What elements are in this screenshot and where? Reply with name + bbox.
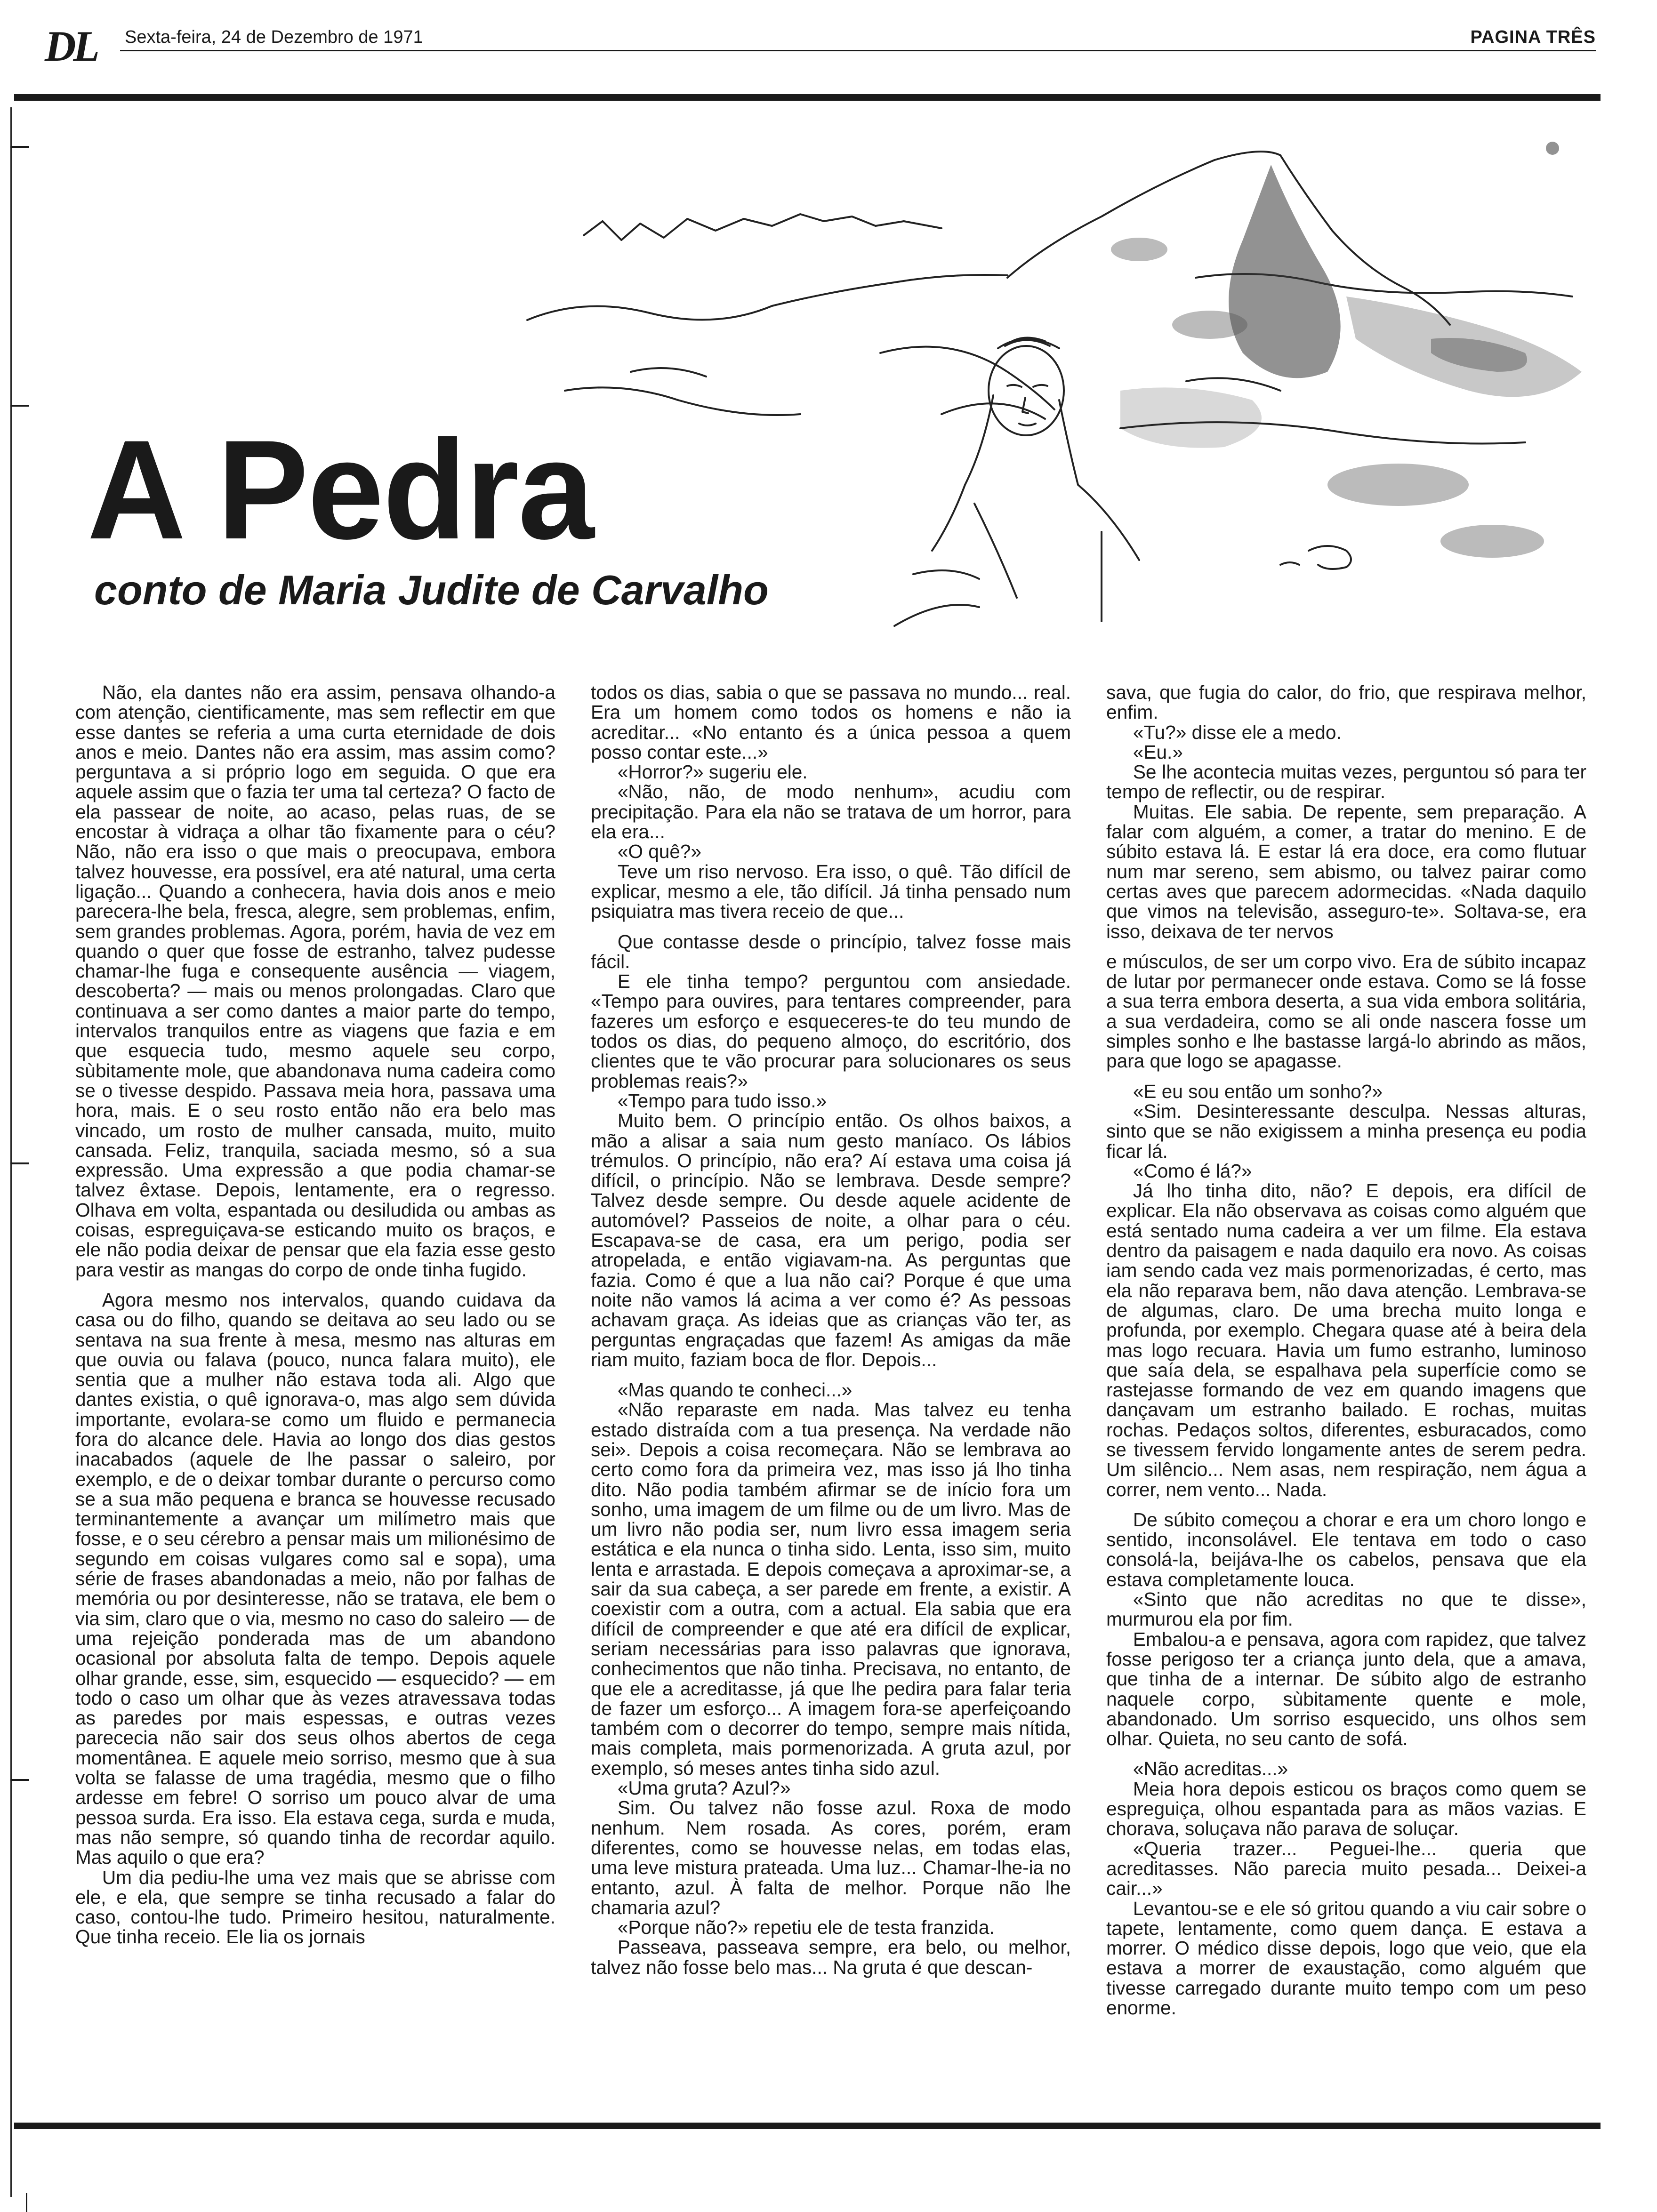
paragraph: Que contasse desde o princípio, talvez fosse mais fácil.	[591, 930, 1071, 972]
paragraph: todos os dias, sabia o que se passava no mundo... real. Era um homem como todos os homens e não ia acreditar... «No entanto és a única pessoa a quem posso contar este...»	[591, 682, 1071, 763]
paragraph: Um dia pediu-lhe uma vez mais que se abrisse com ele, e ela, que sempre se tinha recusado a falar do caso, contou-lhe tudo. Primeiro hesitou, naturalmente. Que tinha receio. Ele lia os jornais	[75, 1866, 555, 1948]
margin-tick	[10, 146, 29, 148]
margin-tick	[10, 405, 29, 407]
bottom-margin-mark	[26, 2193, 27, 2212]
paragraph: E ele tinha tempo? perguntou com ansiedade. «Tempo para ouvires, para tentares compreender, para fazeres um esforço e esqueceres-te do teu mundo de todos os dias, do pequeno almoço, do escritório, dos clientes que te vão procurar para solucionares os seus problemas reais?»	[591, 970, 1071, 1092]
paragraph: sava, que fugia do calor, do frio, que respirava melhor, enfim.	[1106, 682, 1586, 723]
paragraph: Já lho tinha dito, não? E depois, era difícil de explicar. Ela não observava as coisas como alguém que está sentado numa cadeira a ver um filme. Ela estava dentro da paisagem e nada daquilo era novo. As coisas iam sendo cada vez mais pormenorizadas, é certo, mas ela não reparava bem, não dava atenção. Lembrava-se de algumas, claro. De uma brecha muito longa e profunda, por exemplo. Chegara quase até à beira dela mas logo recuara. Havia um fumo estranho, luminoso que saía dela, se espalhava pela superfície como se rastejasse formando de vez em quando imagens que dançavam um estranho bailado. E rochas, muitas rochas. Pedaços soltos, diferentes, esburacados, como se tivessem fervido longamente antes de serem pedra. Um silêncio... Nem asas, nem respiração, nem água a correr, nem vento... Nada.	[1106, 1180, 1586, 1500]
top-rule	[14, 94, 1601, 101]
header-rule	[120, 50, 1596, 51]
paragraph: Muito bem. O princípio então. Os olhos baixos, a mão a alisar a saia num gesto maníaco. Os lábios trémulos. O princípio, não era? Aí estava uma coisa já difícil, o princípio. Não se lembrava. Desde sempre? Talvez desde sempre. Ou desde aquele acidente de automóvel? Passeios de noite, a olhar para o céu. Escapava-se de casa, era um perigo, podia ser atropelada, e então vigiavam-na. As perguntas que fazia. Como é que a lua não cai? Porque é que uma noite não vamos lá acima a ver como é? As pessoas achavam graça. As ideias que as crianças vão ter, as perguntas engraçadas que fazem! As amigas da mãe riam muito, faziam boca de flor. Depois...	[591, 1110, 1071, 1370]
paragraph: «Uma gruta? Azul?»	[617, 1777, 791, 1799]
paragraph: «Tu?» disse ele a medo.	[1133, 721, 1342, 743]
paragraph: «Sim. Desinteressante desculpa. Nessas alturas, sinto que se não exigissem a minha presença eu podia ficar lá.	[1106, 1100, 1586, 1162]
paragraph: Embalou-a e pensava, agora com rapidez, que talvez fosse perigoso ter a criança junto dela, que a amava, que tinha de a internar. De súbito algo de estranho naquele corpo, sùbitamente quente e mole, abandonado. Um sorriso esquecido, uns olhos sem olhar. Quieta, no seu canto de sofá.	[1106, 1628, 1586, 1750]
paragraph: «Tempo para tudo isso.»	[617, 1090, 827, 1112]
issue-date: Sexta-feira, 24 de Dezembro de 1971	[125, 27, 423, 47]
article-column-1	[75, 682, 555, 2108]
paragraph: «Não, não, de modo nenhum», acudiu com precipitação. Para ela não se tratava de um horror, para ela era...	[591, 781, 1071, 843]
paragraph: «Não reparaste em nada. Mas talvez eu tenha estado distraída com a tua presença. Na verdade não sei». Depois a coisa recomeçara. Não se lembrava ao certo como fora da primeira vez, mas isso já lho tinha dito. Não podia também afirmar se de início fora um sonho, uma imagem de um filme ou de um livro. Mas de um livro não podia ser, num livro essa imagem seria estática e ela nunca o tinha sido. Lenta, isso sim, muito lenta e arrastada. E depois começava a aproximar-se, a sair da sua cabeça, a ser parede em frente, a existir. A coexistir com a outra, com a actual. Ela sabia que era difícil de compreender e que até era difícil de explicar, seriam necessárias para isso palavras que ignorava, conhecimentos que não tinha. Precisava, no entanto, de que ele a acreditasse, já que lhe pedira para falar teria de fazer um esforço... A imagem fora-se aperfeiçoando também com o decorrer do tempo, sempre mais nítida, mais completa, mais pormenorizada. A gruta azul, por exemplo, só meses antes tinha sido azul.	[591, 1399, 1071, 1779]
paragraph: Não, ela dantes não era assim, pensava olhando-a com atenção, cientificamente, mas sem reflectir em que esse dantes se referia a uma curta eternidade de dois anos e meio. Dantes não era assim, mas assim como? perguntava a si próprio logo em seguida. O que era aquele assim que o fazia ter uma tal certeza? O facto de ela passear de noite, ao acaso, pelas ruas, de se encostar à vidraça a olhar tão fixamente para o céu? Não, não era isso o que mais o preocupava, embora talvez houvesse, era possível, era até natural, uma certa ligação... Quando a conhecera, havia dois anos e meio parecera-lhe bela, fresca, alegre, sem problemas, enfim, sem grandes problemas. Agora, porém, havia de vez em quando o quer que fosse de estranho, talvez pudesse chamar-lhe fuga e consequente ausência — viagem, descoberta? — mais ou menos prolongadas. Claro que continuava a ser como dantes a maior parte do tempo, intervalos tranquilos entre as viagens que fazia e em que esquecia tudo, mesmo aquele seu corpo, sùbitamente mole, que abandonava numa cadeira como se o tivesse despido. Passava meia hora, passava uma hora, mais. E o seu rosto então não era belo mas vincado, um rosto de mulher cansada, muito, muito cansada. Feliz, tranquila, saciada mesmo, só a sua expressão. Uma expressão a que podia chamar-se talvez êxtase. Depois, lentamente, era o regresso. Olhava em volta, espantada ou desiludida ou ambas as coisas, espreguiçava-se esticando muito os braços, e ele não podia deixar de pensar que ela fazia esse gesto para vestir as mangas do corpo de onde tinha fugido.	[75, 682, 555, 1281]
page-label: PAGINA TRÊS	[1470, 27, 1596, 47]
paragraph: «E eu sou então um sonho?»	[1133, 1080, 1383, 1102]
paragraph: «Sinto que não acreditas no que te disse», murmurou ela por fim.	[1106, 1588, 1586, 1630]
margin-tick	[10, 1779, 29, 1781]
paragraph: Levantou-se e ele só gritou quando a viu cair sobre o tapete, lentamente, como quem dança. E estava a morrer. O médico disse depois, logo que veio, que ela estava a morrer de exaustação, como alguém que tivesse carregado durante muito tempo com um peso enorme.	[1106, 1897, 1586, 2019]
paragraph: Sim. Ou talvez não fosse azul. Roxa de modo nenhum. Nem rosada. As cores, porém, eram diferentes, como se houvesse nelas, em todas elas, uma leve mistura prateada. Uma luz... Chamar-lhe-ia no entanto, azul. À falta de melhor. Porque não lhe chamaria azul?	[591, 1797, 1071, 1918]
article-title: A Pedra	[87, 410, 594, 569]
left-margin-rule	[10, 107, 12, 2197]
article-column-2	[591, 682, 1071, 2108]
paragraph: Meia hora depois esticou os braços como quem se espreguiça, olhou espantada para as mãos vazias. E chorava, soluçava não parava de soluçar.	[1106, 1778, 1586, 1840]
paragraph: «Não acreditas...»	[1133, 1758, 1288, 1780]
paragraph: «Horror?» sugeriu ele.	[617, 761, 808, 783]
bottom-rule	[14, 2123, 1601, 2129]
paragraph: Se lhe acontecia muitas vezes, perguntou só para ter tempo de reflectir, ou de respirar.	[1106, 761, 1586, 803]
paragraph: De súbito começou a chorar e era um choro longo e sentido, inconsolável. Ele tentava em todo o caso consolá-la, beijáva-lhe os cabelos, pensava que ela estava completamente louca.	[1106, 1508, 1586, 1590]
newspaper-logo: DL	[45, 22, 97, 70]
paragraph: e músculos, de ser um corpo vivo. Era de súbito incapaz de lutar por permanecer onde estava. Como se lá fosse a sua terra embora deserta, a sua vida embora solitária, a sua verdadeira, como se ali onde nascera fosse um simples sonho e lhe bastasse largá-lo abrindo as mãos, para que logo se apagasse.	[1106, 950, 1586, 1072]
article-byline: conto de Maria Judite de Carvalho	[94, 567, 769, 613]
paragraph: Teve um riso nervoso. Era isso, o quê. Tão difícil de explicar, mesmo a ele, tão difícil. Já tinha pensado num psiquiatra mas tivera receio de que...	[591, 860, 1071, 922]
paragraph: «Eu.»	[1133, 741, 1183, 763]
article-column-3	[1106, 682, 1586, 2108]
margin-tick	[10, 1162, 29, 1164]
paragraph: «Como é lá?»	[1133, 1160, 1252, 1182]
paragraph: Muitas. Ele sabia. De repente, sem preparação. A falar com alguém, a comer, a tratar do menino. E de súbito estava lá. E estar lá era doce, era como flutuar num mar sereno, sem abismo, ou talvez pairar como certas aves que parecem adormecidas. «Nada daquilo que vimos na televisão, asseguro-te». Soltava-se, era isso, deixava de ter nervos	[1106, 801, 1586, 942]
paragraph: «Mas quando te conheci...»	[617, 1379, 853, 1401]
paragraph: «O quê?»	[617, 841, 702, 863]
paragraph: Agora mesmo nos intervalos, quando cuidava da casa ou do filho, quando se deitava ao seu lado ou se sentava na sua frente à mesa, mesmo nas alturas em que ouvia ou falava (pouco, nunca falara muito), ele sentia que a mulher não estava toda ali. Algo que dantes existia, o quê ignorava-o, mas algo sem dúvida importante, evolara-se como um fluido e permanecia fora do alcance dele. Havia ao longo dos dias gestos inacabados (aquele de lhe passar o saleiro, por exemplo, e de o deixar tombar durante o percurso como se a sua mão pequena e branca se houvesse recusado terminantemente a avançar um milímetro mais que fosse, e o seu cérebro a pensar mais um milionésimo de segundo em coisas vulgares como sal e sopa), uma série de frases abandonadas a meio, não por falhas de memória ou por desinteresse, não se tratava, ele bem o via sim, claro que o via, mesmo no caso do saleiro — de uma rejeição ponderada mas de um abandono ocasional por absoluta falta de tempo. Depois aquele olhar grande, esse, sim, esquecido — esquecido? — em todo o caso um olhar que às vezes atravessava todas as paredes por mais espessas, e outras vezes parececia não sair dos seus olhos abertos de cega momentânea. E aquele meio sorriso, mesmo que à sua volta se falasse de uma tragédia, mesmo que o filho ardesse em febre! O sorriso um pouco alvar de uma pessoa surda. Era isso. Ela estava cega, surda e muda, mas não sempre, só quando tinha de recordar aquilo. Mas aquilo o que era?	[75, 1289, 555, 1868]
paragraph: «Porque não?» repetiu ele de testa franzida.	[617, 1916, 995, 1939]
paragraph: Passeava, passeava sempre, era belo, ou melhor, talvez não fosse belo mas... Na gruta é que descan-	[591, 1936, 1071, 1978]
paragraph: «Queria trazer... Peguei-lhe... queria que acreditasses. Não parecia muito pesada... Deixei-a cair...»	[1106, 1837, 1586, 1899]
